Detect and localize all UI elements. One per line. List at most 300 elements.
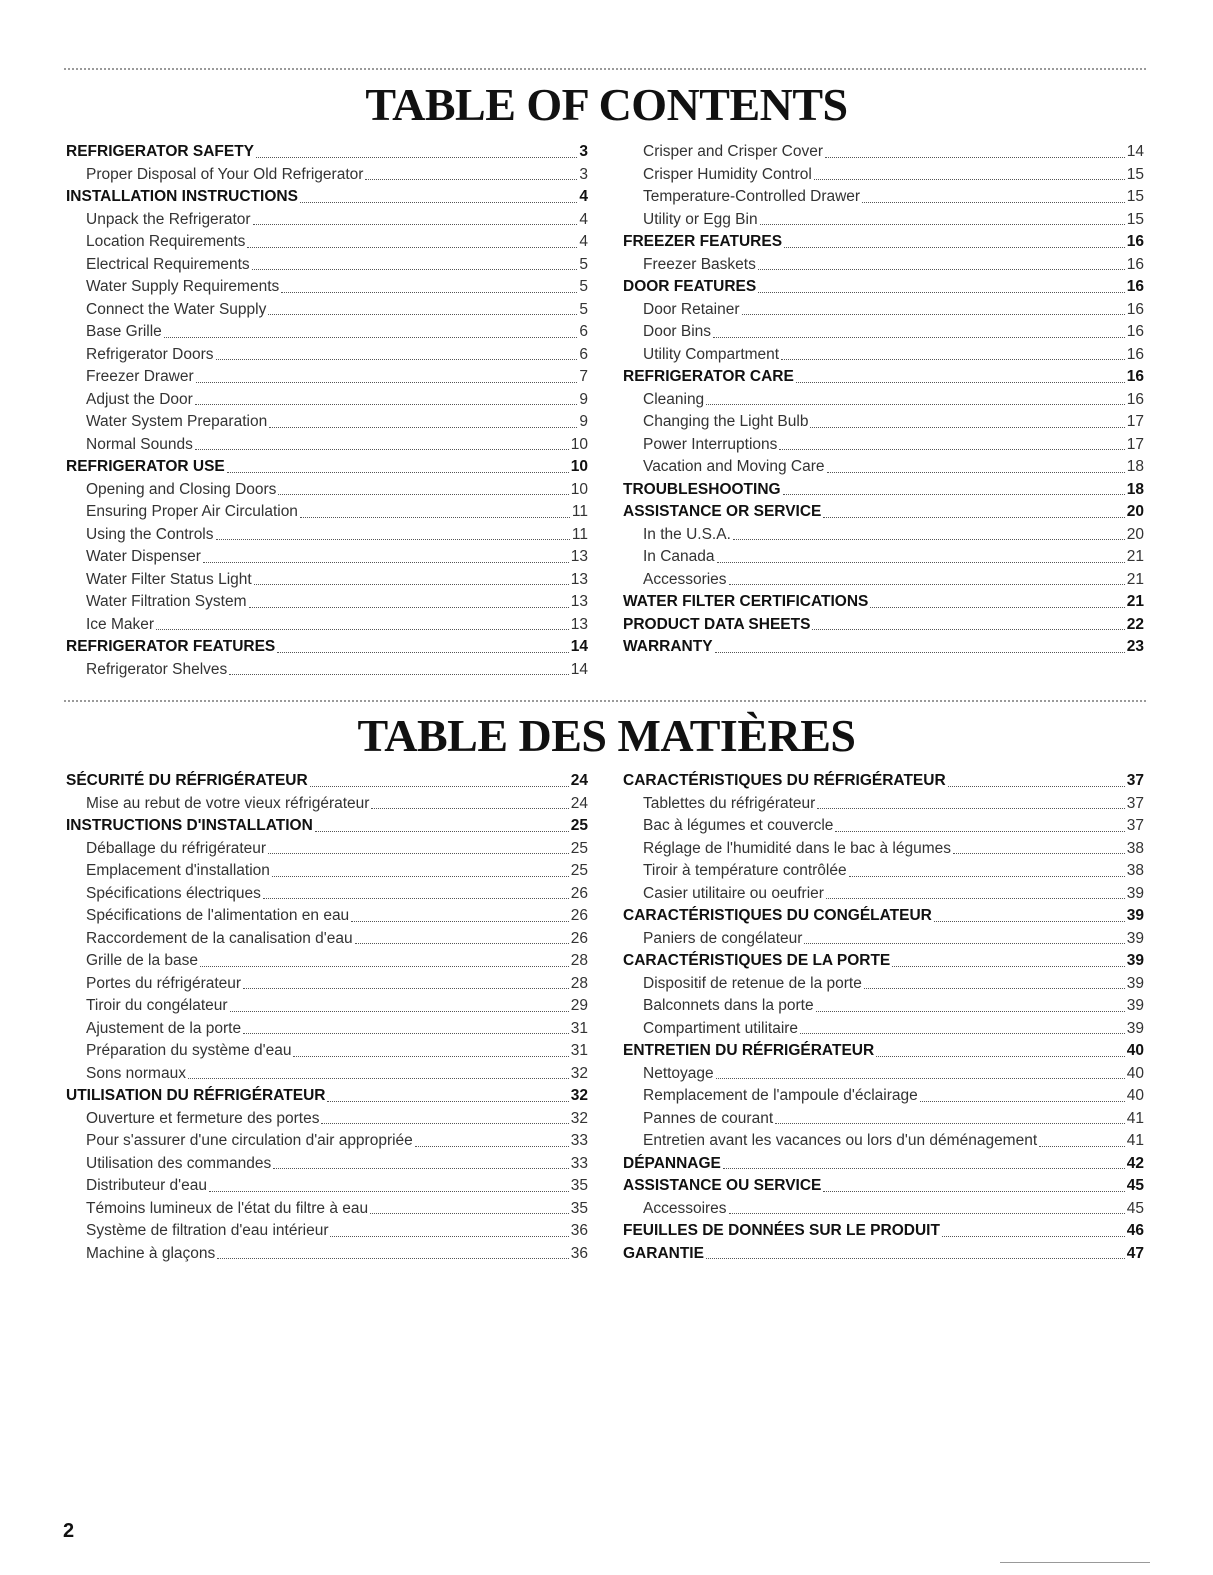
toc-entry-page: 13 (570, 615, 588, 633)
toc-section-entry (623, 770, 1144, 793)
toc-dot-leader (870, 607, 1124, 608)
toc-dot-leader (758, 269, 1125, 270)
toc-dot-leader (817, 808, 1124, 809)
toc-entry-page: 4 (579, 233, 588, 250)
toc-dot-leader (706, 404, 1125, 405)
toc-entry-label: Distributeur d'eau (86, 1177, 207, 1194)
toc-entry-page: 40 (1126, 1064, 1144, 1082)
toc-entry-label: Refrigerator Shelves (86, 660, 228, 678)
toc-dot-leader (783, 494, 1125, 495)
toc-subsection-entry (66, 276, 588, 299)
toc-dot-leader (804, 943, 1124, 944)
toc-dot-leader (196, 382, 578, 383)
toc-subsection-entry (66, 1130, 588, 1153)
toc-subsection-entry (66, 231, 588, 254)
toc-dot-leader (300, 517, 570, 518)
toc-entry-page: 37 (1126, 817, 1144, 834)
toc-subsection-entry (66, 479, 588, 502)
toc-section-entry (623, 614, 1144, 637)
toc-dot-leader (281, 292, 577, 293)
toc-section-entry (623, 591, 1144, 614)
toc-entry-page: 20 (1126, 503, 1144, 520)
toc-subsection-entry (66, 1153, 588, 1176)
toc-subsection-entry (66, 411, 588, 434)
toc-dot-leader (784, 247, 1125, 248)
toc-subsection-entry (66, 591, 588, 614)
toc-entry-label: ASSISTANCE OR SERVICE (623, 503, 822, 520)
toc-entry-label: Base Grille (86, 323, 162, 340)
toc-entry-page: 22 (1126, 615, 1144, 633)
toc-entry-label: Freezer Baskets (643, 255, 756, 273)
toc-subsection-entry (66, 928, 588, 951)
toc-subsection-entry (623, 1108, 1144, 1131)
toc-entry-page: 10 (570, 480, 588, 498)
toc-dot-leader (156, 629, 569, 630)
toc-dot-leader (230, 1011, 569, 1012)
toc-entry-label: Paniers de congélateur (643, 929, 803, 947)
toc-entry-label: Unpack the Refrigerator (86, 210, 251, 228)
toc-subsection-entry (623, 860, 1144, 883)
toc-subsection-entry (66, 569, 588, 592)
toc-entry-page: 14 (570, 638, 588, 655)
toc-entry-page: 26 (570, 929, 588, 947)
toc-entry-page: 26 (570, 884, 588, 902)
toc-entry-page: 25 (570, 839, 588, 857)
toc-entry-label: In the U.S.A. (643, 525, 731, 543)
page-number: 2 (63, 1520, 75, 1542)
toc-entry-label: CARACTÉRISTIQUES DU CONGÉLATEUR (623, 907, 932, 924)
toc-dot-leader (273, 1168, 569, 1169)
toc-entry-page: 16 (1126, 233, 1144, 250)
toc-entry-label: Temperature-Controlled Drawer (643, 188, 861, 205)
toc-entry-page: 32 (570, 1109, 588, 1127)
toc-subsection-entry (66, 434, 588, 457)
toc-dot-leader (814, 179, 1125, 180)
toc-entry-label: INSTALLATION INSTRUCTIONS (66, 188, 298, 205)
toc-entry-label: Préparation du système d'eau (86, 1042, 292, 1059)
toc-entry-page: 25 (570, 862, 588, 879)
toc-en-title: TABLE OF CONTENTS (365, 79, 848, 130)
toc-entry-label: Water Filter Status Light (86, 570, 252, 588)
toc-dot-leader (330, 1236, 568, 1237)
toc-subsection-entry (66, 299, 588, 322)
toc-entry-label: Pannes de courant (643, 1109, 774, 1127)
toc-entry-label: Casier utilitaire ou oeufrier (643, 884, 824, 902)
toc-dot-leader (876, 1056, 1125, 1057)
toc-subsection-entry (623, 1063, 1144, 1086)
toc-subsection-entry (66, 164, 588, 187)
toc-entry-label: Ajustement de la porte (86, 1019, 242, 1037)
toc-entry-page: 3 (579, 165, 588, 183)
toc-entry-page: 16 (1126, 345, 1144, 363)
toc-entry-page: 16 (1126, 323, 1144, 340)
toc-entry-page: 36 (570, 1244, 588, 1262)
toc-entry-label: Accessories (643, 570, 727, 588)
toc-entry-label: Using the Controls (86, 525, 214, 543)
toc-subsection-entry (66, 209, 588, 232)
middle-divider (64, 700, 1146, 702)
toc-entry-label: Crisper and Crisper Cover (643, 143, 824, 160)
toc-section-entry (66, 141, 588, 164)
toc-subsection-entry (66, 1243, 588, 1266)
toc-section-entry (66, 456, 588, 479)
toc-dot-leader (351, 921, 569, 922)
toc-dot-leader (816, 1011, 1125, 1012)
toc-dot-leader (216, 539, 570, 540)
toc-entry-label: WATER FILTER CERTIFICATIONS (623, 593, 869, 610)
toc-subsection-entry (66, 1018, 588, 1041)
toc-dot-leader (227, 472, 569, 473)
toc-entry-page: 18 (1126, 480, 1144, 498)
toc-dot-leader (300, 202, 577, 203)
toc-subsection-entry (66, 1040, 588, 1063)
toc-entry-label: Opening and Closing Doors (86, 480, 277, 498)
toc-entry-page: 26 (570, 907, 588, 924)
toc-section-entry (623, 231, 1144, 254)
toc-entry-label: CARACTÉRISTIQUES DE LA PORTE (623, 952, 891, 969)
toc-dot-leader (729, 584, 1125, 585)
toc-subsection-entry (66, 524, 588, 547)
toc-section-entry (623, 366, 1144, 389)
toc-entry-page: 15 (1126, 165, 1144, 183)
toc-section-entry (623, 276, 1144, 299)
toc-entry-page: 39 (1126, 974, 1144, 992)
toc-subsection-entry (66, 1108, 588, 1131)
toc-entry-page: 21 (1126, 593, 1144, 610)
toc-subsection-entry (623, 1198, 1144, 1221)
toc-dot-leader (1039, 1146, 1125, 1147)
toc-dot-leader (216, 359, 578, 360)
toc-entry-page: 4 (579, 210, 588, 228)
toc-entry-label: Machine à glaçons (86, 1244, 216, 1262)
toc-dot-leader (892, 966, 1125, 967)
toc-dot-leader (862, 202, 1125, 203)
toc-fr-left-column (66, 770, 588, 1265)
toc-entry-page: 3 (579, 143, 588, 160)
footer-mark (1000, 1562, 1150, 1563)
toc-entry-page: 45 (1126, 1177, 1144, 1194)
toc-dot-leader (713, 337, 1125, 338)
toc-entry-label: Water Dispenser (86, 548, 201, 565)
toc-en-left-column (66, 141, 588, 681)
toc-entry-page: 25 (570, 817, 588, 834)
toc-entry-page: 35 (570, 1177, 588, 1194)
toc-dot-leader (849, 876, 1125, 877)
toc-entry-page: 37 (1126, 794, 1144, 812)
toc-entry-label: Refrigerator Doors (86, 345, 214, 363)
toc-entry-label: Cleaning (643, 390, 705, 408)
toc-subsection-entry (623, 1018, 1144, 1041)
toc-entry-page: 9 (579, 390, 588, 408)
toc-subsection-entry (66, 995, 588, 1018)
toc-dot-leader (315, 831, 569, 832)
toc-dot-leader (200, 966, 569, 967)
toc-entry-page: 39 (1126, 907, 1144, 924)
toc-dot-leader (823, 1191, 1124, 1192)
toc-subsection-entry (66, 501, 588, 524)
toc-entry-page: 20 (1126, 525, 1144, 543)
toc-section-entry (623, 501, 1144, 524)
toc-entry-page: 36 (570, 1222, 588, 1239)
toc-section-entry (66, 186, 588, 209)
toc-entry-page: 41 (1126, 1132, 1144, 1149)
toc-dot-leader (733, 539, 1125, 540)
toc-entry-label: WARRANTY (623, 638, 713, 655)
toc-subsection-entry (623, 546, 1144, 569)
toc-entry-label: PRODUCT DATA SHEETS (623, 615, 811, 633)
toc-entry-page: 28 (570, 952, 588, 969)
toc-subsection-entry (623, 434, 1144, 457)
toc-section-entry (623, 1220, 1144, 1243)
toc-entry-page: 24 (570, 772, 588, 789)
toc-entry-label: Mise au rebut de votre vieux réfrigérateur (86, 794, 370, 812)
toc-subsection-entry (623, 389, 1144, 412)
toc-entry-page: 39 (1126, 997, 1144, 1014)
toc-section-entry (66, 770, 588, 793)
toc-dot-leader (812, 629, 1124, 630)
toc-entry-label: Normal Sounds (86, 435, 193, 453)
toc-dot-leader (253, 224, 578, 225)
toc-entry-label: Water Supply Requirements (86, 278, 280, 295)
toc-subsection-entry (623, 524, 1144, 547)
toc-subsection-entry (66, 254, 588, 277)
toc-entry-label: TROUBLESHOOTING (623, 480, 781, 498)
toc-subsection-entry (623, 299, 1144, 322)
toc-dot-leader (188, 1078, 569, 1079)
toc-entry-label: Raccordement de la canalisation d'eau (86, 929, 353, 947)
toc-section-entry (66, 1085, 588, 1108)
toc-section-entry (623, 1243, 1144, 1266)
toc-section-entry (623, 1175, 1144, 1198)
toc-entry-label: Tiroir du congélateur (86, 997, 228, 1014)
toc-entry-page: 18 (1126, 458, 1144, 475)
toc-subsection-entry (66, 793, 588, 816)
toc-entry-label: Sons normaux (86, 1064, 186, 1082)
toc-dot-leader (953, 853, 1125, 854)
toc-entry-page: 14 (570, 660, 588, 678)
toc-entry-page: 5 (579, 278, 588, 295)
toc-entry-page: 13 (570, 593, 588, 610)
toc-entry-page: 40 (1126, 1087, 1144, 1104)
toc-section-entry (623, 479, 1144, 502)
toc-entry-label: Grille de la base (86, 952, 199, 969)
toc-subsection-entry (66, 659, 588, 682)
toc-entry-label: INSTRUCTIONS D'INSTALLATION (66, 817, 313, 834)
toc-section-entry (66, 636, 588, 659)
toc-entry-label: Compartiment utilitaire (643, 1019, 799, 1037)
toc-subsection-entry (623, 411, 1144, 434)
toc-entry-label: In Canada (643, 548, 715, 565)
toc-entry-page: 16 (1126, 300, 1144, 318)
toc-subsection-entry (66, 973, 588, 996)
toc-entry-label: Changing the Light Bulb (643, 413, 809, 430)
toc-dot-leader (864, 988, 1125, 989)
toc-en-right-column (623, 141, 1144, 659)
toc-entry-page: 21 (1126, 548, 1144, 565)
toc-dot-leader (355, 943, 569, 944)
toc-entry-label: Système de filtration d'eau intérieur (86, 1222, 329, 1239)
toc-entry-page: 23 (1126, 638, 1144, 655)
toc-section-entry (623, 636, 1144, 659)
toc-dot-leader (934, 921, 1125, 922)
toc-entry-page: 39 (1126, 884, 1144, 902)
toc-subsection-entry (623, 928, 1144, 951)
toc-dot-leader (195, 449, 569, 450)
toc-subsection-entry (623, 973, 1144, 996)
toc-entry-label: Déballage du réfrigérateur (86, 839, 267, 857)
toc-entry-label: DÉPANNAGE (623, 1154, 721, 1172)
toc-dot-leader (217, 1258, 569, 1259)
toc-dot-leader (779, 449, 1124, 450)
toc-dot-leader (758, 292, 1125, 293)
toc-subsection-entry (623, 254, 1144, 277)
toc-entry-label: REFRIGERATOR CARE (623, 368, 794, 385)
toc-dot-leader (760, 224, 1125, 225)
toc-entry-page: 33 (570, 1154, 588, 1172)
toc-entry-page: 5 (579, 255, 588, 273)
toc-dot-leader (800, 1033, 1125, 1034)
toc-subsection-entry (623, 164, 1144, 187)
toc-entry-label: FEUILLES DE DONNÉES SUR LE PRODUIT (623, 1222, 940, 1239)
toc-subsection-entry (66, 1063, 588, 1086)
toc-entry-page: 47 (1126, 1244, 1144, 1262)
toc-subsection-entry (623, 1085, 1144, 1108)
toc-entry-page: 17 (1126, 435, 1144, 453)
toc-entry-label: Location Requirements (86, 233, 246, 250)
toc-entry-label: FREEZER FEATURES (623, 233, 783, 250)
toc-entry-label: Tablettes du réfrigérateur (643, 794, 816, 812)
toc-subsection-entry (66, 883, 588, 906)
toc-dot-leader (835, 831, 1124, 832)
toc-entry-page: 39 (1126, 1019, 1144, 1037)
toc-subsection-entry (66, 838, 588, 861)
toc-entry-label: REFRIGERATOR SAFETY (66, 143, 255, 160)
toc-entry-page: 16 (1126, 278, 1144, 295)
toc-subsection-entry (623, 209, 1144, 232)
toc-subsection-entry (66, 366, 588, 389)
toc-entry-page: 6 (579, 323, 588, 340)
toc-entry-page: 28 (570, 974, 588, 992)
toc-dot-leader (249, 607, 569, 608)
toc-dot-leader (796, 382, 1125, 383)
toc-dot-leader (254, 584, 569, 585)
toc-dot-leader (209, 1191, 569, 1192)
toc-dot-leader (948, 786, 1125, 787)
toc-entry-page: 15 (1126, 210, 1144, 228)
toc-dot-leader (256, 157, 577, 158)
toc-dot-leader (229, 674, 568, 675)
toc-entry-label: Electrical Requirements (86, 255, 250, 273)
toc-entry-label: Proper Disposal of Your Old Refrigerator (86, 165, 364, 183)
toc-dot-leader (920, 1101, 1125, 1102)
toc-entry-label: Entretien avant les vacances ou lors d'un déménagement (643, 1132, 1038, 1149)
toc-entry-page: 11 (571, 525, 588, 543)
toc-dot-leader (742, 314, 1125, 315)
toc-entry-label: Connect the Water Supply (86, 300, 267, 318)
toc-entry-label: Remplacement de l'ampoule d'éclairage (643, 1087, 918, 1104)
toc-dot-leader (371, 808, 568, 809)
toc-subsection-entry (623, 141, 1144, 164)
toc-dot-leader (365, 179, 577, 180)
toc-dot-leader (247, 247, 577, 248)
toc-dot-leader (723, 1168, 1125, 1169)
toc-entry-label: GARANTIE (623, 1244, 704, 1262)
toc-dot-leader (278, 494, 568, 495)
toc-entry-page: 39 (1126, 929, 1144, 947)
toc-subsection-entry (66, 950, 588, 973)
toc-entry-label: Crisper Humidity Control (643, 165, 812, 183)
toc-subsection-entry (623, 186, 1144, 209)
toc-entry-page: 16 (1126, 390, 1144, 408)
toc-entry-label: Water Filtration System (86, 593, 247, 610)
top-divider (64, 68, 1146, 70)
toc-entry-page: 31 (570, 1042, 588, 1059)
toc-entry-label: Freezer Drawer (86, 368, 194, 385)
toc-dot-leader (164, 337, 578, 338)
toc-entry-label: Utility Compartment (643, 345, 780, 363)
toc-entry-label: Door Bins (643, 323, 712, 340)
toc-entry-page: 6 (579, 345, 588, 363)
toc-entry-label: Utility or Egg Bin (643, 210, 758, 228)
toc-dot-leader (203, 562, 569, 563)
toc-entry-label: Power Interruptions (643, 435, 778, 453)
toc-dot-leader (321, 1123, 568, 1124)
toc-entry-page: 4 (579, 188, 588, 205)
toc-subsection-entry (66, 614, 588, 637)
toc-subsection-entry (66, 389, 588, 412)
toc-entry-page: 14 (1126, 143, 1144, 160)
toc-entry-label: SÉCURITÉ DU RÉFRIGÉRATEUR (66, 772, 308, 789)
toc-dot-leader (195, 404, 578, 405)
toc-entry-page: 10 (570, 458, 588, 475)
toc-entry-label: Accessoires (643, 1199, 727, 1217)
toc-subsection-entry (66, 1198, 588, 1221)
toc-subsection-entry (623, 456, 1144, 479)
toc-subsection-entry (623, 344, 1144, 367)
toc-entry-page: 11 (571, 503, 588, 520)
toc-entry-label: Tiroir à température contrôlée (643, 862, 847, 879)
toc-entry-label: Ouverture et fermeture des portes (86, 1109, 320, 1127)
toc-dot-leader (243, 1033, 569, 1034)
toc-dot-leader (415, 1146, 569, 1147)
toc-section-entry (623, 950, 1144, 973)
toc-dot-leader (729, 1213, 1125, 1214)
toc-subsection-entry (66, 905, 588, 928)
toc-entry-label: Emplacement d'installation (86, 862, 270, 879)
toc-entry-page: 35 (570, 1199, 588, 1217)
toc-subsection-entry (623, 883, 1144, 906)
toc-entry-page: 17 (1126, 413, 1144, 430)
toc-subsection-entry (66, 1175, 588, 1198)
toc-section-entry (623, 905, 1144, 928)
toc-entry-page: 38 (1126, 839, 1144, 857)
toc-dot-leader (827, 472, 1125, 473)
toc-entry-label: Dispositif de retenue de la porte (643, 974, 862, 992)
toc-subsection-entry (66, 860, 588, 883)
toc-entry-label: Nettoyage (643, 1064, 714, 1082)
toc-entry-page: 15 (1126, 188, 1144, 205)
toc-dot-leader (272, 876, 569, 877)
toc-entry-label: UTILISATION DU RÉFRIGÉRATEUR (66, 1087, 326, 1104)
toc-subsection-entry (623, 838, 1144, 861)
toc-entry-page: 13 (570, 570, 588, 588)
toc-entry-page: 29 (570, 997, 588, 1014)
toc-subsection-entry (623, 1130, 1144, 1153)
toc-entry-label: Adjust the Door (86, 390, 193, 408)
toc-fr-right-column (623, 770, 1144, 1265)
toc-section-entry (623, 1040, 1144, 1063)
toc-dot-leader (717, 562, 1125, 563)
